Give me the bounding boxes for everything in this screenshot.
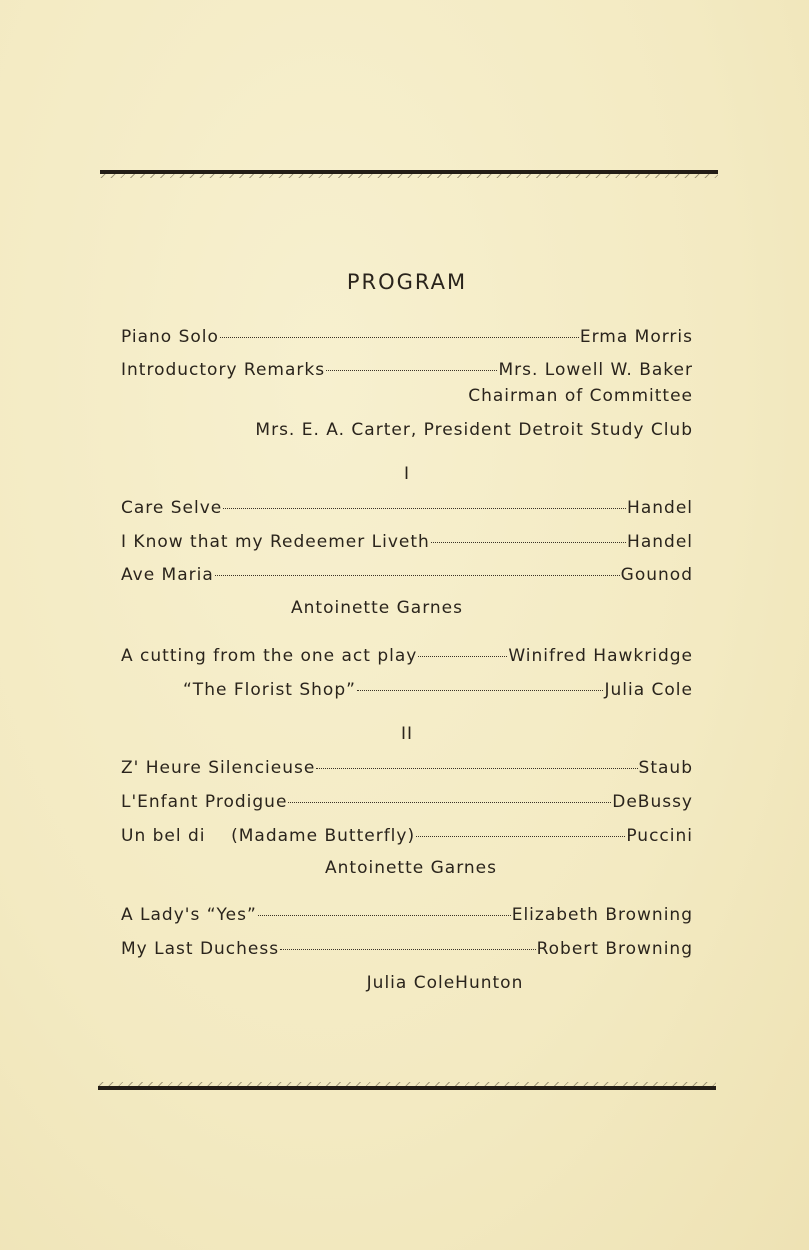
- performer-credit: Antoinette Garnes: [291, 598, 463, 618]
- composer-name: Handel: [627, 498, 693, 518]
- reading-title: My Last Duchess: [121, 939, 280, 959]
- part-one-numeral: I: [403, 464, 410, 484]
- song-line: [121, 792, 693, 812]
- program-line-introductory-remarks: [121, 360, 693, 380]
- song-line: [121, 826, 693, 846]
- song-line: [121, 565, 693, 585]
- play-line: [121, 646, 693, 666]
- song-line: [121, 498, 693, 518]
- composer-name: Puccini: [626, 826, 693, 846]
- reading-title: A Lady's “Yes”: [121, 905, 257, 925]
- song-title: Care Selve: [121, 498, 223, 518]
- leader-dots: [288, 802, 611, 803]
- play-title: “The Florist Shop”: [183, 680, 356, 700]
- reading-line: [121, 905, 693, 925]
- author-name: Winifred Hawkridge: [508, 646, 693, 666]
- top-rule: [100, 170, 718, 178]
- part-two-numeral: II: [400, 724, 414, 744]
- page-title: PROGRAM: [346, 270, 468, 294]
- song-title: Z' Heure Silencieuse: [121, 758, 316, 778]
- performer-name: Erma Morris: [579, 327, 693, 347]
- performer-name: Julia Cole: [604, 680, 693, 700]
- leader-dots: [223, 508, 626, 509]
- bottom-rule: [98, 1082, 716, 1090]
- performer-name: Mrs. Lowell W. Baker: [498, 360, 693, 380]
- program-line-piano-solo: [121, 327, 693, 347]
- composer-name: Staub: [638, 758, 693, 778]
- song-line: [121, 758, 693, 778]
- committee-role: Chairman of Committee: [468, 386, 693, 406]
- leader-dots: [258, 915, 511, 916]
- song-title: Un bel di (Madame Butterfly): [121, 826, 416, 846]
- author-name: Robert Browning: [536, 939, 693, 959]
- leader-dots: [215, 575, 620, 576]
- author-name: Elizabeth Browning: [511, 905, 693, 925]
- song-line: [121, 532, 693, 552]
- reader-credit: Julia ColeHunton: [366, 973, 524, 993]
- composer-name: DeBussy: [612, 792, 693, 812]
- reading-line: [121, 939, 693, 959]
- leader-dots: [431, 542, 626, 543]
- item-label: Introductory Remarks: [121, 360, 326, 380]
- leader-dots: [280, 949, 535, 950]
- leader-dots: [416, 836, 625, 837]
- play-title-line: [183, 680, 693, 700]
- composer-name: Handel: [627, 532, 693, 552]
- item-label: Piano Solo: [121, 327, 219, 347]
- performer-credit: Antoinette Garnes: [325, 858, 497, 878]
- leader-dots: [357, 690, 604, 691]
- leader-dots: [220, 337, 579, 338]
- leader-dots: [418, 656, 507, 657]
- composer-name: Gounod: [620, 565, 693, 585]
- song-title: L'Enfant Prodigue: [121, 792, 288, 812]
- song-title: Ave Maria: [121, 565, 214, 585]
- leader-dots: [316, 768, 637, 769]
- song-title: I Know that my Redeemer Liveth: [121, 532, 430, 552]
- president-line: Mrs. E. A. Carter, President Detroit Study Club: [255, 420, 693, 440]
- item-label: A cutting from the one act play: [121, 646, 418, 666]
- leader-dots: [326, 370, 497, 371]
